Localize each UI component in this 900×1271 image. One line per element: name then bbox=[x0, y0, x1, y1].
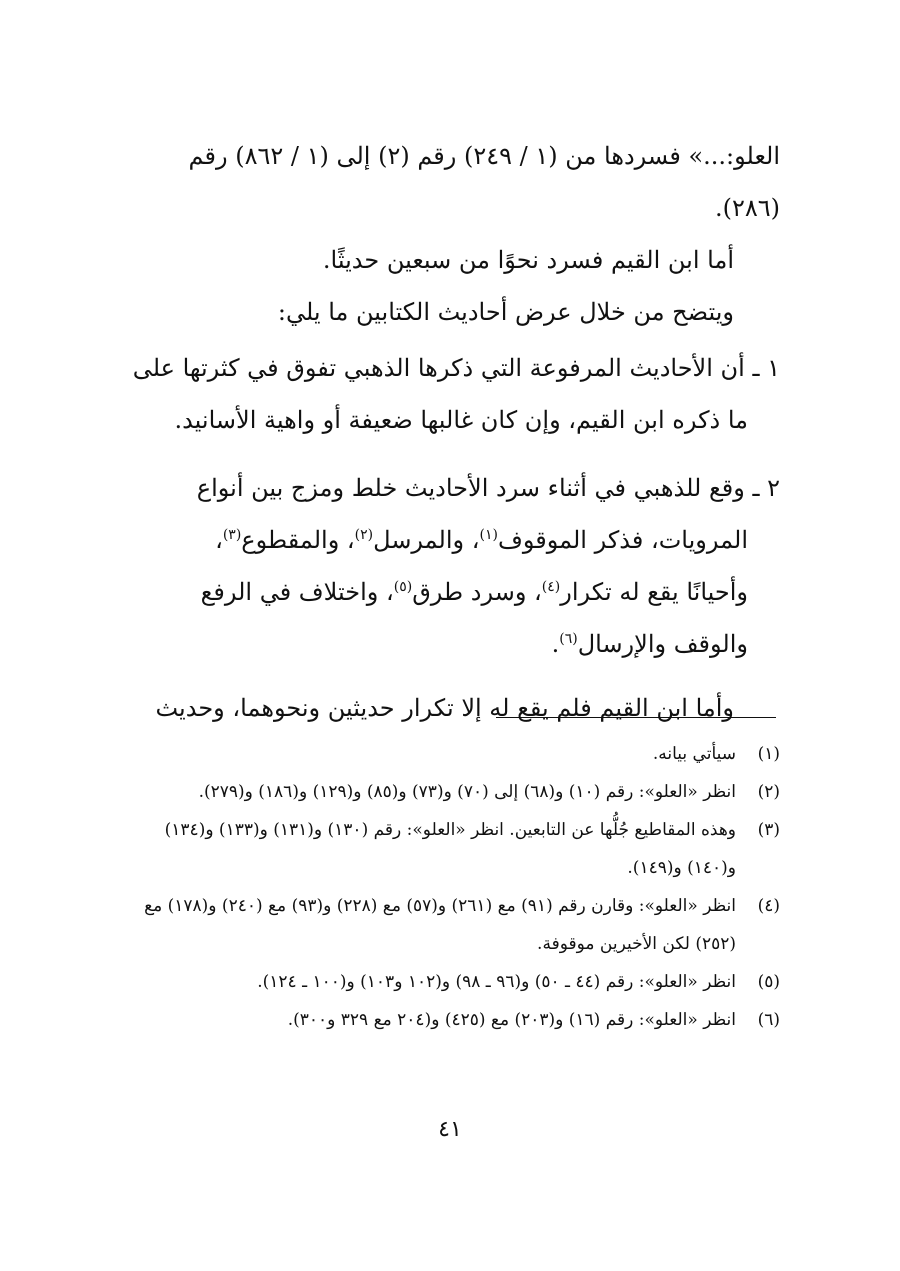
list-item-2-line-2: المرويات، فذكر الموقوف$^{(١)}$، والمرسل$^{(٢)}$، والمقطوع$^{(٣)}$، bbox=[215, 526, 748, 554]
footnote-ref-3[interactable]: (٣) bbox=[222, 527, 242, 543]
paragraph-closing: وأما ابن القيم فلم يقع له إلا تكرار حديثين ونحوهما، وحديث bbox=[155, 694, 734, 722]
footnote-text: انظر «العلو»: رقم (١٦) و(٢٠٣) مع (٤٢٥) و(٢٠٤ مع ٣٢٩ و٣٠٠). bbox=[287, 1010, 736, 1030]
footnote-text: انظر «العلو»: رقم (٤٤ ـ ٥٠) و(٩٦ ـ ٩٨) و(١٠٢ و١٠٣) و(١٠٠ ـ ١٢٤). bbox=[257, 972, 736, 992]
list-item-1 bbox=[120, 342, 780, 446]
footnote-2 bbox=[115, 773, 780, 811]
footnote-separator bbox=[496, 717, 776, 718]
footnote-ref-4[interactable]: (٤) bbox=[541, 579, 561, 595]
paragraph-intro-list: ويتضح من خلال عرض أحاديث الكتابين ما يلي: bbox=[277, 298, 734, 326]
footnote-number: (٣) bbox=[757, 820, 780, 840]
paragraph-ibn-alqayyim: أما ابن القيم فسرد نحوًا من سبعين حديثًا. bbox=[322, 246, 734, 274]
footnote-number: (٥) bbox=[757, 972, 780, 992]
main-text bbox=[120, 130, 780, 734]
footnote-ref-2[interactable]: (٢) bbox=[354, 527, 374, 543]
footnote-text: انظر «العلو»: وقارن رقم (٩١) مع (٢٦١) و(٥٧) مع (٢٢٨) و(٩٣) مع (٢٤٠) و(١٧٨) مع (٢٥٢) لكن الأخيرين موقوفة. bbox=[144, 896, 736, 954]
footnote-text: انظر «العلو»: رقم (١٠) و(٦٨) إلى (٧٠) و(٧٣) و(٨٥) و(١٢٩) و(١٨٦) و(٢٧٩). bbox=[198, 782, 736, 802]
footnotes bbox=[115, 735, 780, 1039]
list-item-2-line-4: والوقف والإرسال$^{(٦)}$. bbox=[551, 630, 748, 658]
footnote-1 bbox=[115, 735, 780, 773]
footnote-number: (٢) bbox=[757, 782, 780, 802]
paragraph-continuation: العلو:...» فسردها من (١ / ٢٤٩) رقم (٢) إلى (١ / ٨٦٢) رقم (٢٨٦). bbox=[188, 142, 780, 222]
list-item-1-line-1: ١ ـ أن الأحاديث المرفوعة التي ذكرها الذهبي تفوق في كثرتها على bbox=[132, 354, 780, 382]
footnote-number: (٤) bbox=[757, 896, 780, 916]
footnote-5 bbox=[115, 963, 780, 1001]
list-item-2-line-3: وأحيانًا يقع له تكرار$^{(٤)}$، وسرد طرق$^{(٥)}$، واختلاف في الرفع bbox=[200, 578, 748, 606]
footnote-text: وهذه المقاطيع جُلُّها عن التابعين. انظر «العلو»: رقم (١٣٠) و(١٣١) و(١٣٣) و(١٣٤) و(١٤٠) و(١٤٩). bbox=[164, 820, 736, 878]
footnote-4 bbox=[115, 887, 780, 963]
footnote-ref-1[interactable]: (١) bbox=[479, 527, 498, 543]
footnote-number: (٦) bbox=[757, 1010, 780, 1030]
list-item-1-line-2: ما ذكره ابن القيم، وإن كان غالبها ضعيفة أو واهية الأسانيد. bbox=[174, 406, 748, 434]
footnote-text: سيأتي بيانه. bbox=[652, 744, 736, 764]
footnote-number: (١) bbox=[757, 744, 780, 764]
page-number: ٤١ bbox=[438, 1117, 462, 1142]
footnote-ref-5[interactable]: (٥) bbox=[393, 579, 413, 595]
list-item-2 bbox=[120, 462, 780, 670]
footnote-6 bbox=[115, 1001, 780, 1039]
list-item-2-line-1: ٢ ـ وقع للذهبي في أثناء سرد الأحاديث خلط ومزج بين أنواع bbox=[196, 474, 780, 502]
footnote-3 bbox=[115, 811, 780, 887]
footnote-ref-6[interactable]: (٦) bbox=[559, 631, 578, 647]
